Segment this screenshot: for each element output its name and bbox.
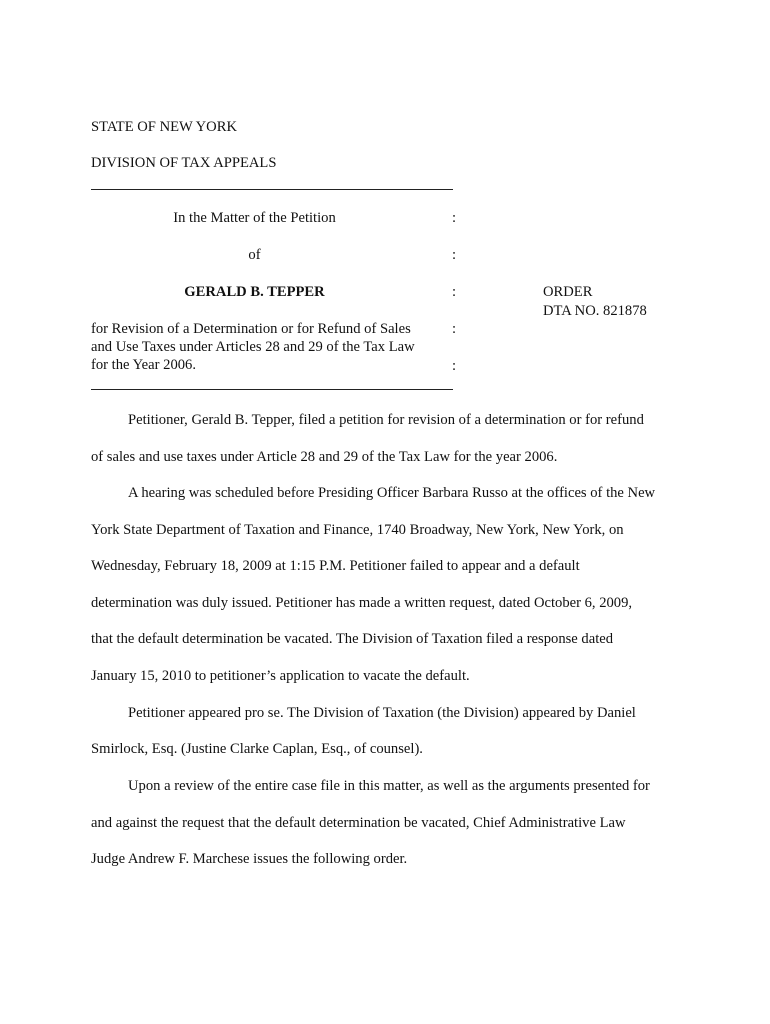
body-line: January 15, 2010 to petitioner’s application to vacate the default. — [91, 668, 470, 684]
body-line: A hearing was scheduled before Presiding Officer Barbara Russo at the offices of the New — [128, 485, 656, 501]
caption-relief — [91, 320, 436, 374]
body-line: Petitioner appeared pro se. The Division of Taxation (the Division) appeared by Daniel — [128, 705, 636, 721]
caption-colon: : — [452, 358, 457, 374]
caption-colon: : — [452, 284, 457, 300]
order-block — [543, 283, 647, 321]
caption-relief-line: and Use Taxes under Articles 28 and 29 of the Tax Law — [91, 339, 415, 355]
body-line: that the default determination be vacated. The Division of Taxation filed a response dated — [91, 631, 614, 647]
caption-top-rule — [91, 189, 453, 190]
body-line: of sales and use taxes under Article 28 and 29 of the Tax Law for the year 2006. — [91, 449, 558, 465]
caption-relief-line: for Revision of a Determination or for Refund of Sales — [91, 321, 411, 337]
caption-of: of — [248, 247, 261, 263]
caption-colon: : — [452, 321, 457, 337]
body-line: determination was duly issued. Petitioner has made a written request, dated October 6, 2009, — [91, 595, 633, 611]
dta-number: DTA NO. 821878 — [543, 303, 647, 319]
body-line: Judge Andrew F. Marchese issues the following order. — [91, 851, 408, 867]
caption-bottom-rule — [91, 389, 453, 390]
body-line: Smirlock, Esq. (Justine Clarke Caplan, Esq., of counsel). — [91, 741, 423, 757]
body-line: York State Department of Taxation and Finance, 1740 Broadway, New York, New York, on — [91, 522, 624, 538]
division-heading: DIVISION OF TAX APPEALS — [91, 155, 277, 171]
caption-matter: In the Matter of the Petition — [173, 210, 336, 226]
body-line: and against the request that the default determination be vacated, Chief Administrative Law — [91, 815, 626, 831]
caption-relief-line: for the Year 2006. — [91, 357, 196, 373]
body-line: Petitioner, Gerald B. Tepper, filed a petition for revision of a determination or for refund — [128, 412, 644, 428]
order-title: ORDER — [543, 284, 593, 300]
body-line: Wednesday, February 18, 2009 at 1:15 P.M. Petitioner failed to appear and a default — [91, 558, 580, 574]
body-line: Upon a review of the entire case file in this matter, as well as the arguments presented for — [128, 778, 650, 794]
state-heading: STATE OF NEW YORK — [91, 119, 237, 135]
petitioner-name: GERALD B. TEPPER — [184, 284, 325, 300]
caption-colon: : — [452, 247, 457, 263]
caption-colon: : — [452, 210, 457, 226]
